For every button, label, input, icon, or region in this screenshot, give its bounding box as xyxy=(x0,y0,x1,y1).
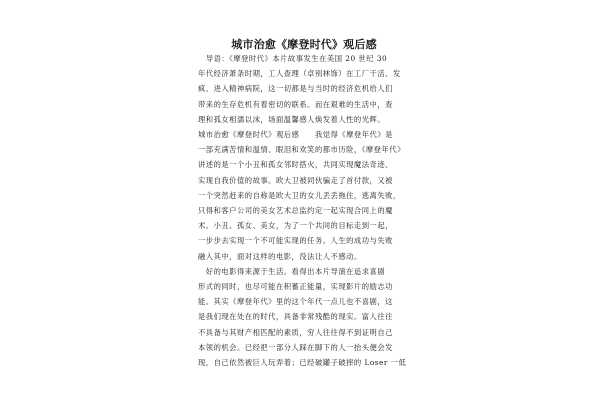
body-text-line: 一部充满苦情和温情、眼泪和欢笑的都市历险，《摩登年代》 xyxy=(198,145,405,155)
body-text-line: 本领的机会。已经把一部分人踩在脚下的人一抬头便会发 xyxy=(198,342,393,352)
body-text-line: 融入其中，面对这样的电影，没法让人不感动。 xyxy=(198,251,362,261)
body-text-line: 术。小丑、孤女、美女，为了一个共同的目标走到一起， xyxy=(198,221,393,231)
body-text-line: 实现自我价值的故事。欧大卫被同伙骗走了首付款，又被 xyxy=(198,175,393,185)
body-text-line: 年代经济萧条时期，工人查理（卓别林饰）在工厂干活、发 xyxy=(198,69,401,79)
document-page xyxy=(198,0,410,400)
body-text-line: 形式的同时，也尽可能在积蓄正能量，实现影片的励志功 xyxy=(198,282,393,291)
body-text-line: 理和孤女相濡以沫，场面温馨感人焕发着人性的光辉。 xyxy=(198,114,386,124)
body-text-line: 一个突然赶来的自称是欧大卫的女儿丢丢拖住，逃离失败， xyxy=(198,190,401,200)
body-text-line: 现，自己依然被巨人玩弄着；已经破罐子破摔的 Loser 一低 xyxy=(198,358,407,367)
body-text-line: 只得和客户公司的美女艺术总监约定一起实现合同上的魔 xyxy=(198,206,393,215)
body-text-line: 导语：《摩登时代》本片故事发生在美国 20 世纪 30 xyxy=(198,54,388,63)
body-text-line: 城市治愈《摩登时代》观后感 我觉得《摩登年代》是 xyxy=(198,130,393,139)
body-text-line: 是我们现在处在的时代，具备非常残酷的现实。富人往往 xyxy=(198,312,393,322)
body-text-line: 疯、进入精神病院，这一切都是与当时的经济危机给人们 xyxy=(198,84,393,94)
body-text-line: 能。其实《摩登年代》里的这个年代一点儿也不喜剧，这 xyxy=(198,297,393,307)
body-text-line: 带来的生存危机有着密切的联系。而在艰难的生活中，查 xyxy=(198,99,393,109)
body-text-line: 好的电影得来源于生活。看得出本片导演在追求喜剧 xyxy=(198,266,386,276)
body-text-line: 讲述的是一个小丑和孤女邻时搭火，共同实现魔法奇迹、 xyxy=(198,160,393,170)
document-title: 城市治愈《摩登时代》观后感 xyxy=(231,38,377,51)
body-text-line: 不具备与其财产相匹配的素质，穷人往往得不到证明自己 xyxy=(198,327,393,337)
body-text-line: 一步步去实现一个不可能实现的任务。人生的成功与失败 xyxy=(198,236,393,246)
